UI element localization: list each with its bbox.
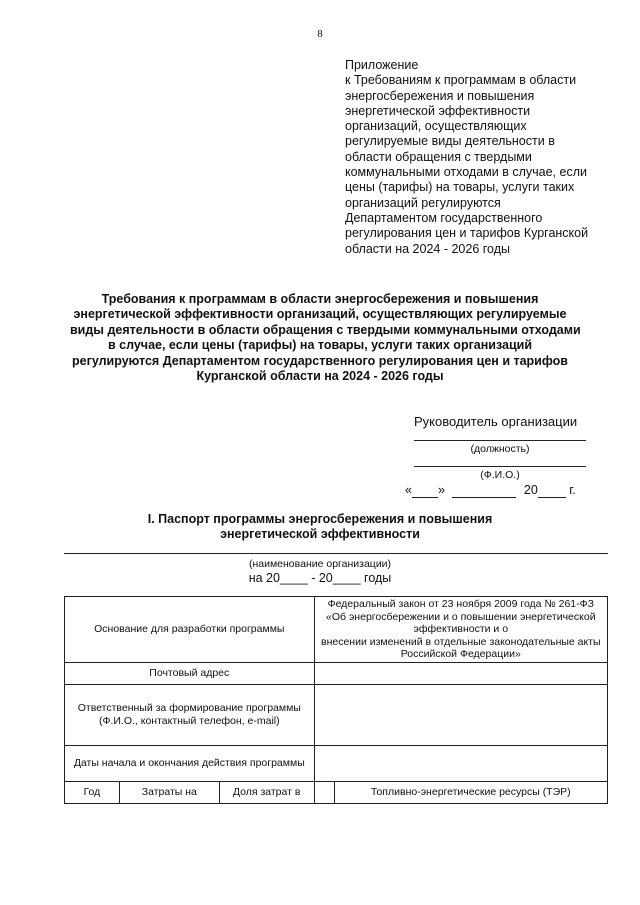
appendix-line: к Требованиям к программам в области [345,73,577,88]
appendix-line: энергосбережения и повышения [345,88,535,103]
title-line: виды деятельности в области обращения с твердыми коммунальными отходами [70,322,581,337]
head-of-organization-label: Руководитель организации [414,414,578,429]
appendix-line: энергетической эффективности [345,103,531,118]
passport-table [64,596,608,804]
appendix-line: регулирования цен и тарифов Курганской [345,226,589,241]
header-costs: Затраты на [119,781,219,803]
appendix-line: области обращения с твердыми [345,149,532,164]
fio-line [414,466,586,467]
title-line: в случае, если цены (тарифы) на товары, услуги таких организаций [107,338,533,353]
value-line: внесении изменений в отдельные законодательные акты [320,635,601,648]
header-empty [314,781,334,803]
header-year: Год [65,781,120,803]
row-value [314,597,607,663]
fio-caption: (Ф.И.О.) [480,469,520,481]
row-label: Даты начала и окончания действия программы [65,745,315,781]
title-line: Требования к программам в области энергосбережения и повышения [101,292,539,306]
approval-date [405,483,576,498]
value-line: Федеральный закон от 23 ноября 2009 года № 261-ФЗ [327,598,594,610]
year-blank [538,483,566,498]
page-number: 8 [317,28,323,40]
row-value [314,745,607,781]
month-blank [452,483,516,498]
title-line: Курганской области на 2024 - 2026 годы [196,369,444,384]
title-line: энергетической эффективности организаций, осуществляющих регулируемые [73,307,567,322]
table-row [65,684,608,745]
row-label: Основание для разработки программы [65,597,315,663]
year-prefix: 20 [523,483,538,497]
header-fuel-energy-resources: Топливно-энергетические ресурсы (ТЭР) [334,781,607,803]
position-line [414,440,586,441]
row-value [314,684,607,745]
appendix-block [345,58,595,257]
header-cost-share: Доля затрат в [219,781,314,803]
row-label: Почтовый адрес [65,662,315,684]
row-label: Ответственный за формирование программы (Ф.И.О., контактный телефон, e-mail) [65,684,315,745]
value-line: Российской Федерации» [400,648,521,661]
program-years: на 20____ - 20____ годы [248,571,392,585]
position-caption: (должность) [470,443,530,455]
table-header-row [65,781,608,803]
year-suffix: г. [569,483,576,497]
appendix-line: Департаментом государственного [345,210,543,225]
appendix-line: регулируемые виды деятельности в [345,134,555,149]
section-title-line: энергетической эффективности [220,527,420,542]
section-title [120,512,520,543]
value-line: «Об энергосбережении и о повышении энергетической эффективности и о [326,610,596,636]
day-blank [412,483,438,498]
organization-name-caption: (наименование организации) [248,558,392,570]
appendix-line: коммунальными отходами в случае, если [345,165,587,180]
appendix-line: организаций регулируются [345,195,501,210]
appendix-line: цены (тарифы) на товары, услуги таких [345,180,575,195]
row-value [314,662,607,684]
appendix-line: Приложение [345,58,419,72]
table-row [65,662,608,684]
document-title [70,292,581,384]
table-row [65,597,608,663]
appendix-line: области на 2024 - 2026 годы [345,241,510,256]
date-open-quote: « [405,483,412,497]
title-line: регулируются Департаментом государственного регулирования цен и тарифов [72,353,568,368]
appendix-line: организаций, осуществляющих [345,119,527,134]
date-close-quote: » [437,483,445,497]
organization-name-line [64,553,608,554]
section-title-line: I. Паспорт программы энергосбережения и повышения [147,512,493,526]
table-row [65,745,608,781]
